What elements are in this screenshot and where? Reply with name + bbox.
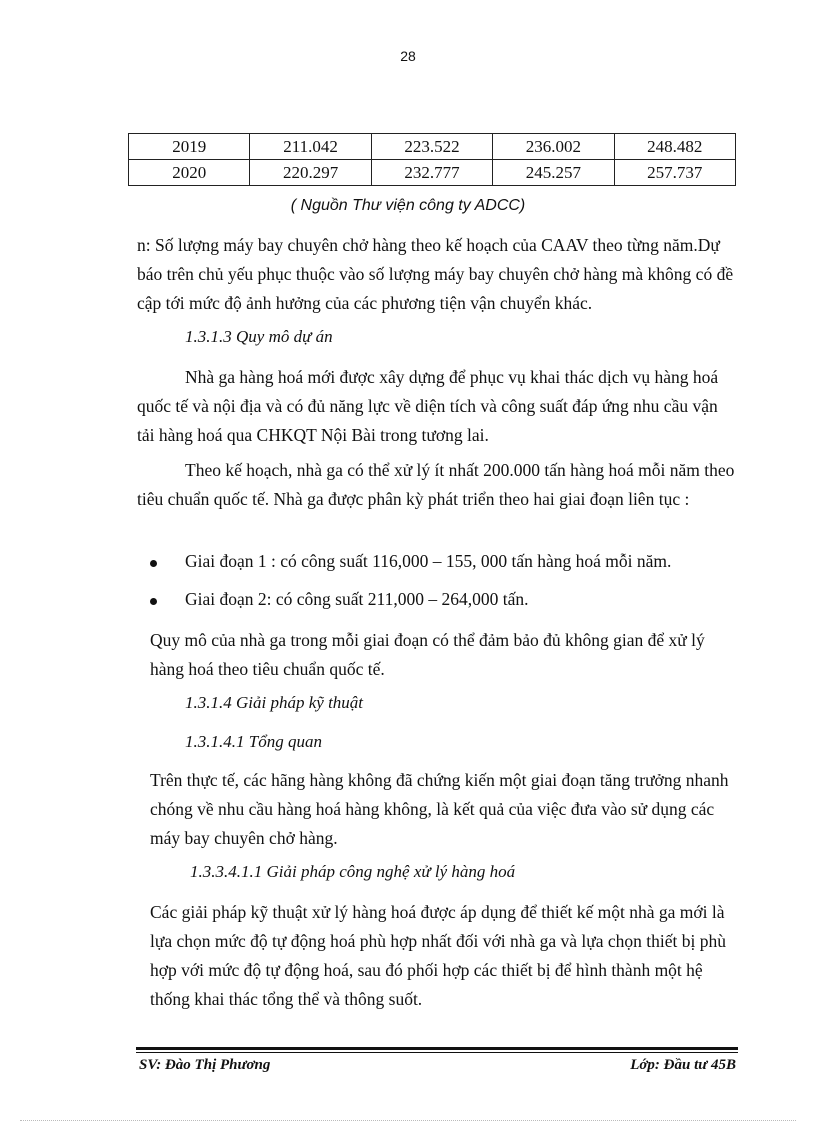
- table-cell: 236.002: [493, 134, 614, 160]
- paragraph-capacity-plan: Theo kế hoạch, nhà ga có thể xử lý ít nhất 200.000 tấn hàng hoá mỗi năm theo tiêu chuẩn quốc tế. Nhà ga được phân kỳ phát triển theo hai giai đoạn liên tục :: [137, 460, 735, 509]
- table-cell: 223.522: [371, 134, 492, 160]
- table-cell: 2020: [129, 160, 250, 186]
- table-cell: 2019: [129, 134, 250, 160]
- page-bottom-dotted-line: [20, 1120, 796, 1121]
- paragraph-handling-solutions: Các giải pháp kỹ thuật xử lý hàng hoá được áp dụng để thiết kế một nhà ga mới là lựa chọn mức độ tự động hoá phù hợp nhất đối với nhà ga và lựa chọn thiết bị phù hợp với mức độ tự động hoá, sau đó phối hợp các thiết bị để hình thành một hệ thống khai thác tổng thể và thông suốt.: [150, 902, 726, 1009]
- data-table: [128, 133, 736, 186]
- table-row: [129, 134, 736, 160]
- table-cell: 220.297: [250, 160, 371, 186]
- footer-class: Lớp: Đầu tư 45B: [630, 1057, 736, 1073]
- bullet-dot-icon: [150, 560, 157, 567]
- heading-project-scale: 1.3.1.3 Quy mô dự án: [185, 327, 333, 346]
- footer-divider-thin: [136, 1052, 738, 1053]
- heading-cargo-technology: 1.3.3.4.1.1 Giải pháp công nghệ xử lý hàng hoá: [190, 862, 516, 881]
- bullet-text: Giai đoạn 1 : có công suất 116,000 – 155, 000 tấn hàng hoá mỗi năm.: [185, 551, 672, 571]
- table-row: [129, 160, 736, 186]
- table-cell: 232.777: [371, 160, 492, 186]
- footer-divider: [136, 1047, 738, 1050]
- paragraph-scale-note: Quy mô của nhà ga trong mỗi giai đoạn có thể đảm bảo đủ không gian để xử lý hàng hoá theo tiêu chuẩn quốc tế.: [150, 630, 705, 679]
- bullet-dot-icon: [150, 598, 157, 605]
- paragraph-growth: Trên thực tế, các hãng hàng không đã chứng kiến một giai đoạn tăng trưởng nhanh chóng về nhu cầu hàng hoá hàng không, là kết quả của việc đưa vào sử dụng các máy bay chuyên chở hàng.: [150, 770, 729, 848]
- table-cell: 248.482: [614, 134, 735, 160]
- table-source-caption: ( Nguồn Thư viện công ty ADCC): [290, 197, 526, 214]
- footer-student-name: SV: Đào Thị Phương: [139, 1057, 271, 1073]
- paragraph-terminal-purpose: Nhà ga hàng hoá mới được xây dựng để phục vụ khai thác dịch vụ hàng hoá quốc tế và nội địa và có đủ năng lực về diện tích và công suất đáp ứng nhu cầu vận tải hàng hoá qua CHKQT Nội Bài trong tương lai.: [137, 367, 719, 445]
- table-cell: 211.042: [250, 134, 371, 160]
- heading-overview: 1.3.1.4.1 Tổng quan: [185, 732, 322, 751]
- page-number: 28: [400, 48, 416, 64]
- paragraph-forecast-note: n: Số lượng máy bay chuyên chở hàng theo kế hoạch của CAAV theo từng năm.Dự báo trên chủ yếu phục thuộc vào số lượng máy bay chuyên chở hàng mà không có đề cập tới mức độ ảnh hưởng của các phương tiện vận chuyển khác.: [137, 235, 734, 313]
- heading-technical-solution: 1.3.1.4 Giải pháp kỹ thuật: [185, 693, 364, 712]
- bullet-text: Giai đoạn 2: có công suất 211,000 – 264,000 tấn.: [185, 589, 529, 609]
- table-cell: 245.257: [493, 160, 614, 186]
- table-cell: 257.737: [614, 160, 735, 186]
